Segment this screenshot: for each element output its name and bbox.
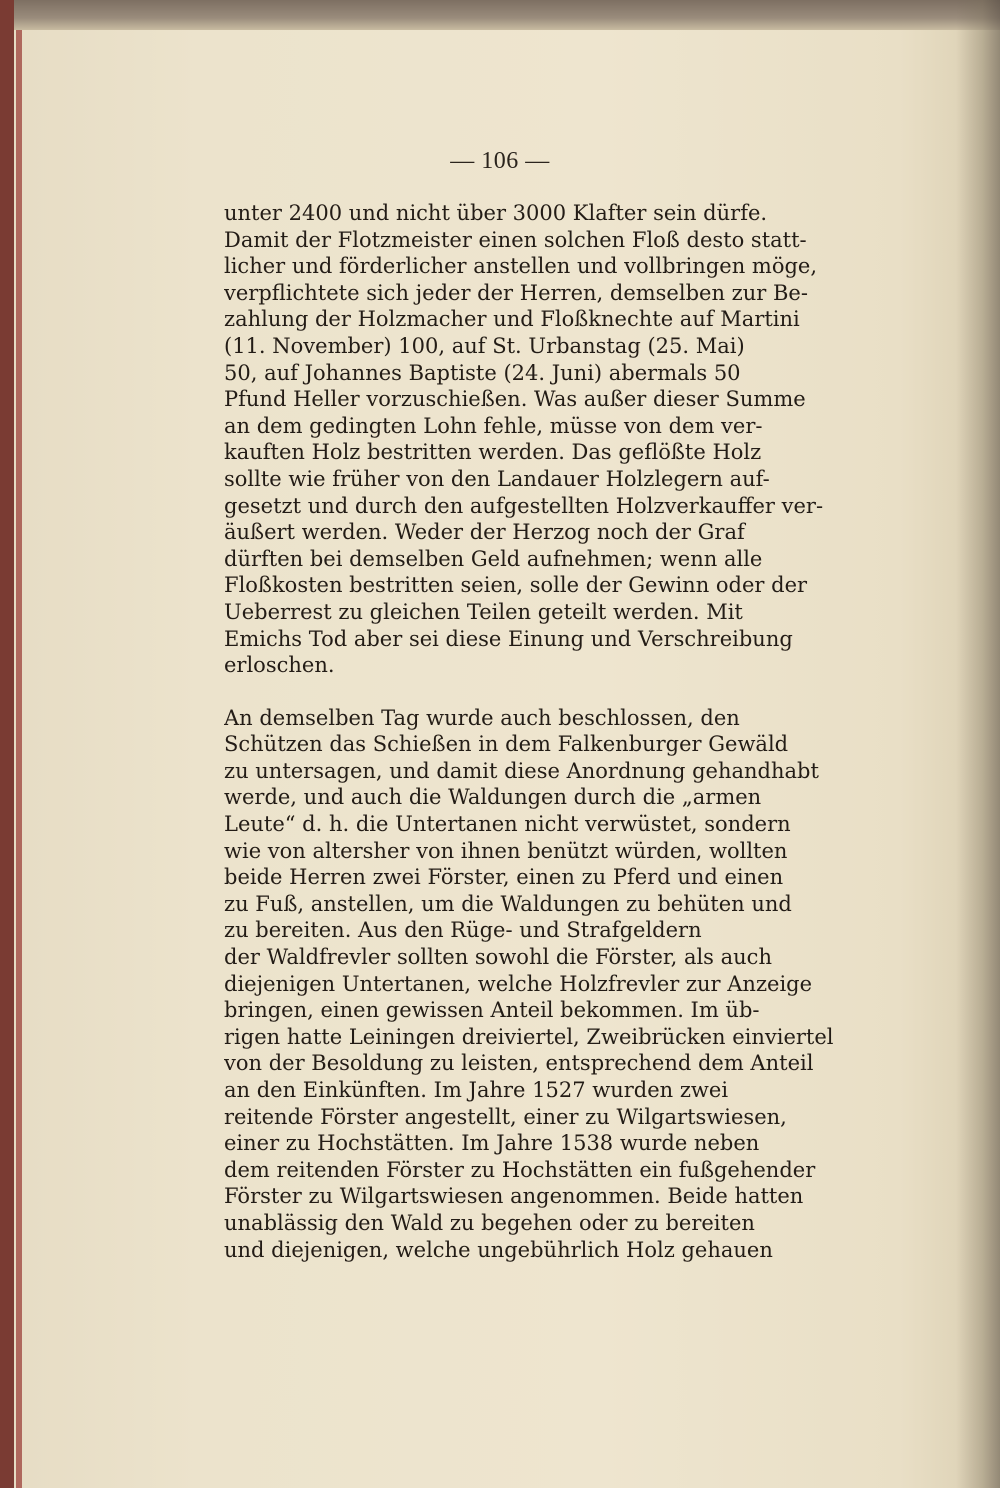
body-text [224,200,840,1263]
text-line: der Waldfrevler sollten sowohl die Förster, als auch [224,945,772,970]
text-line: (11. November) 100, auf St. Urbanstag (25. Mai) [224,333,745,358]
paragraph-2 [224,705,840,1263]
text-line: erloschen. [224,653,335,678]
text-line: Schützen das Schießen in dem Falkenburger Gewäld [224,732,789,757]
text-line: zu untersagen, und damit diese Anordnung gehandhabt [224,758,819,783]
binding-edge [0,0,14,1488]
text-line: reitende Förster angestellt, einer zu Wilgartswiesen, [224,1104,787,1129]
text-line: Leute“ d. h. die Untertanen nicht verwüstet, sondern [224,812,791,837]
text-line: Damit der Flotzmeister einen solchen Floß desto statt- [224,227,807,252]
text-line: von der Besoldung zu leisten, entsprechend dem Anteil [224,1051,814,1076]
text-line: Ueberrest zu gleichen Teilen geteilt werden. Mit [224,599,743,624]
paragraph-1 [224,200,840,679]
text-line: diejenigen Untertanen, welche Holzfrevler zur Anzeige [224,971,813,996]
text-line: an den Einkünften. Im Jahre 1527 wurden zwei [224,1078,729,1102]
text-line: unablässig den Wald zu begehen oder zu bereiten [224,1210,755,1235]
text-line: gesetzt und durch den aufgestellten Holzverkauffer ver- [224,493,824,518]
text-line: Emichs Tod aber sei diese Einung und Verschreibung [224,626,793,651]
text-line: äußert werden. Weder der Herzog noch der Graf [224,520,745,545]
text-line: werde, und auch die Waldungen durch die „armen [224,785,762,810]
page-top-edge [0,0,1000,30]
binding-stripe [16,30,22,1488]
text-line: an dem gedingten Lohn fehle, müsse von dem ver- [224,413,763,438]
text-line: dürften bei demselben Geld aufnehmen; wenn alle [224,546,763,571]
text-line: 50, auf Johannes Baptiste (24. Juni) abermals 50 [224,360,741,385]
text-line: dem reitenden Förster zu Hochstätten ein fußgehender [224,1157,816,1182]
page-number: — 106 — [450,148,550,174]
text-line: kauften Holz bestritten werden. Das geflößte Holz [224,440,762,465]
page-right-edge [956,0,1000,1488]
text-line: zu Fuß, anstellen, um die Waldungen zu behüten und [224,891,792,916]
text-line: beide Herren zwei Förster, einen zu Pferd und einen [224,865,784,890]
text-line: bringen, einen gewissen Anteil bekommen. Im üb- [224,998,760,1023]
text-line: rigen hatte Leiningen dreiviertel, Zweibrücken einviertel [224,1024,834,1049]
text-line: Pfund Heller vorzuschießen. Was außer dieser Summe [224,387,806,412]
text-line: einer zu Hochstätten. Im Jahre 1538 wurde neben [224,1131,760,1156]
text-line: wie von altersher von ihnen benützt würden, wollten [224,838,788,863]
text-line: und diejenigen, welche ungebührlich Holz gehauen [224,1237,773,1262]
text-line: licher und förderlicher anstellen und vollbringen möge, [224,254,818,279]
text-line: An demselben Tag wurde auch beschlossen, den [224,705,740,730]
text-line: Förster zu Wilgartswiesen angenommen. Beide hatten [224,1184,804,1209]
text-line: sollte wie früher von den Landauer Holzlegern auf- [224,466,770,491]
text-line: zahlung der Holzmacher und Floßknechte auf Martini [224,307,800,332]
text-line: Floßkosten bestritten seien, solle der Gewinn oder der [224,573,808,598]
text-line: unter 2400 und nicht über 3000 Klafter sein dürfe. [224,201,768,225]
text-line: verpflichtete sich jeder der Herren, demselben zur Be- [224,280,808,305]
text-line: zu bereiten. Aus den Rüge- und Strafgeldern [224,918,702,943]
